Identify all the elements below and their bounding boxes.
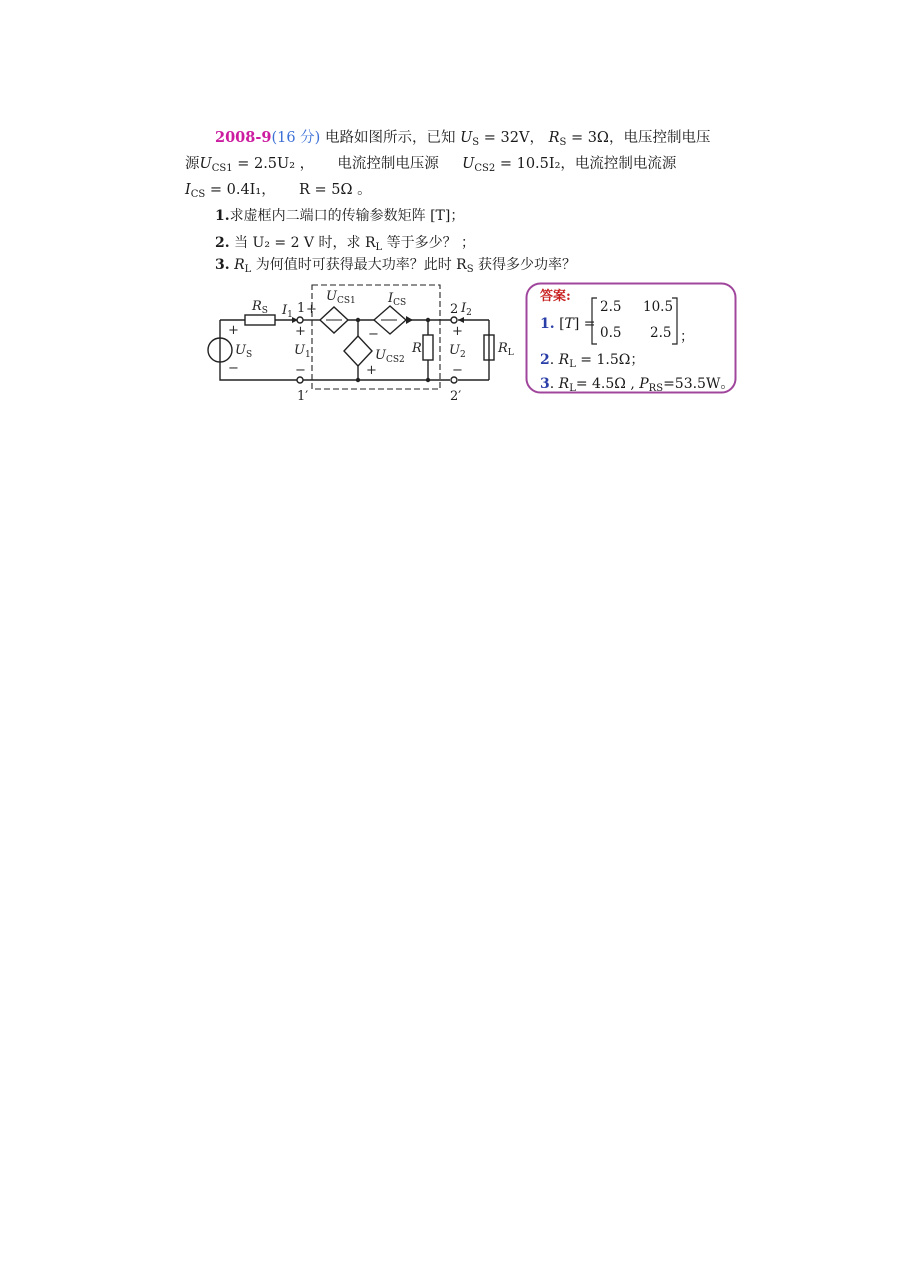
label-us-plus: + [228, 323, 239, 338]
circuit-diagram [200, 280, 525, 405]
us-value: = 32V， [483, 130, 544, 146]
question-3-tail2: 获得多少功率？ [473, 257, 577, 273]
answer-2: 2. $R_L = 1.5\Omega$； [540, 352, 645, 370]
resistor-rs [245, 315, 275, 325]
label-u2-minus: − [452, 363, 463, 378]
label-u2-plus: + [452, 324, 463, 339]
problem-line-1 [215, 126, 710, 148]
terminal-2 [451, 317, 457, 323]
question-2-tail: 等于多少？ ； [382, 235, 476, 251]
ucs2-value: = 10.5I₂，电流控制电流源 [499, 156, 677, 172]
question-2: 2. 当 U₂ = 2 V 时，求 $R_L$ 等于多少？ ； [215, 235, 476, 253]
question-3-number: 3. [215, 257, 230, 273]
answer-label: 答案: [540, 289, 571, 304]
problem-line-2 [185, 152, 676, 174]
label-ics: $I_{CS}$ [388, 291, 407, 308]
label-ucs2-minus: − [368, 327, 379, 342]
question-3-text: R [234, 257, 245, 273]
label-ucs2-plus: + [366, 363, 377, 378]
answer-3: 3. $R_L= 4.5\Omega$ , $P_{RS}=53.5W$。 [540, 376, 735, 394]
label-r: R [412, 341, 422, 356]
matrix-d: 2.5 [650, 325, 672, 341]
label-u1: $U_1$ [294, 343, 311, 360]
matrix-b: 10.5 [643, 299, 674, 315]
question-2-text: 当 U₂ = 2 V 时，求 R [234, 235, 376, 251]
label-2-prime: 2′ [450, 389, 462, 404]
label-i1: $I_1$ [282, 303, 293, 320]
problem-points: (16 分) [271, 130, 321, 146]
label-us: $U_S$ [235, 343, 253, 360]
arrow-i2 [458, 317, 464, 323]
label-1-prime: 1′ [297, 389, 309, 404]
label-1: 1 [297, 301, 306, 316]
question-1 [215, 205, 464, 225]
label-rs: $R_S$ [252, 299, 268, 316]
label-i2: $I_2$ [461, 301, 472, 318]
ucs2-symbol: $U_{CS2}$ [462, 156, 496, 174]
r-value: R = 5Ω 。 [298, 182, 372, 198]
ics-symbol: $I_{CS}$ [185, 182, 206, 200]
matrix-c: 0.5 [600, 325, 622, 341]
label-u2: $U_2$ [449, 343, 466, 360]
matrix-a: 2.5 [600, 299, 622, 315]
label-u1-minus: − [295, 363, 306, 378]
answer-1-prefix: 1. [T] = [540, 316, 596, 332]
ucs1-symbol: $U_{CS1}$ [199, 156, 233, 174]
rs-symbol: $R_S$ [548, 130, 567, 148]
us-symbol: $U_S$ [460, 130, 480, 148]
label-us-minus: − [228, 361, 239, 376]
label-ucs1: $U_{CS1}$ [326, 289, 356, 306]
ccvs-text: 电流控制电压源 [337, 156, 439, 172]
question-3: 3. $R_L$ 为何值时可获得最大功率？此时 $R_S$ 获得多少功率？ [215, 257, 577, 275]
label-u1-plus: + [295, 324, 306, 339]
ucs1-value: = 2.5U₂ ， [237, 156, 315, 172]
question-1-number: 1. [215, 208, 230, 224]
label-2: 2 [450, 302, 459, 317]
question-2-number: 2. [215, 235, 230, 251]
question-3-tail: 为何值时可获得最大功率？此时 R [251, 257, 467, 273]
label-rl: $R_L$ [498, 341, 514, 358]
label-ucs2: $U_{CS2}$ [375, 348, 405, 365]
answer-1-suffix: ； [680, 329, 694, 345]
problem-intro: 电路如图所示，已知 [324, 130, 456, 146]
problem-header: 2008-9 [215, 129, 272, 146]
ics-value: = 0.4I₁， [209, 182, 276, 198]
problem-line-3 [185, 178, 372, 200]
text-source: 源 [185, 156, 200, 172]
label-plus-1: + [306, 302, 317, 317]
question-1-text: 求虚框内二端口的传输参数矩阵 [T]； [229, 208, 465, 224]
rs-value: = 3Ω，电压控制电压 [570, 130, 711, 146]
arrow-ics [406, 316, 413, 324]
resistor-r [423, 335, 433, 360]
